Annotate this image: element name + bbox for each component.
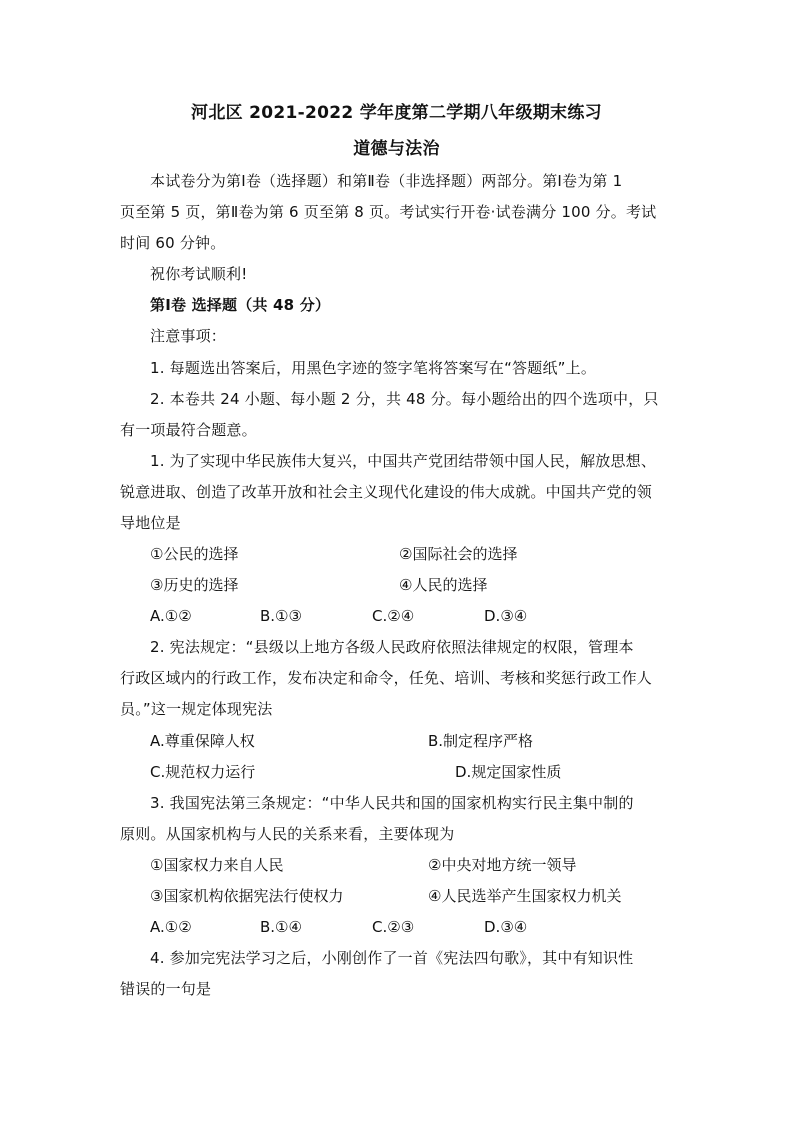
- q3-stem-line-2: 原则。从国家机构与人民的关系来看，主要体现为: [120, 825, 455, 843]
- q3-statement-4: ④人民选举产生国家权力机关: [428, 887, 622, 905]
- q3-choice-d: D.③④: [484, 918, 528, 936]
- q1-choice-a: A.①②: [150, 607, 192, 625]
- q2-choice-c: C.规范权力运行: [150, 763, 256, 781]
- q2-choice-a: A.尊重保障人权: [150, 732, 255, 750]
- intro-line-3: 时间 60 分钟。: [120, 234, 226, 252]
- q3-choice-a: A.①②: [150, 918, 192, 936]
- q1-stem-line-3: 导地位是: [120, 514, 181, 532]
- q2-choice-d: D.规定国家性质: [455, 763, 562, 781]
- q3-statement-3: ③国家机构依据宪法行使权力: [150, 887, 344, 905]
- intro-line-2: 页至第 5 页，第Ⅱ卷为第 6 页至第 8 页。考试实行开卷·试卷满分 100 分。考试: [120, 203, 657, 221]
- notes-label: 注意事项：: [150, 327, 227, 345]
- q3-stem-line-1: 3. 我国宪法第三条规定：“中华人民共和国的国家机构实行民主集中制的: [150, 794, 634, 812]
- note-2-line-1: 2. 本卷共 24 小题、每小题 2 分，共 48 分。每小题给出的四个选项中，只: [150, 390, 659, 408]
- q1-statement-4: ④人民的选择: [399, 576, 488, 594]
- q1-choice-c: C.②④: [372, 607, 415, 625]
- q2-stem-line-1: 2. 宪法规定：“县级以上地方各级人民政府依照法律规定的权限，管理本: [150, 638, 634, 656]
- subject-title: 道德与法治: [353, 139, 440, 159]
- q2-stem-line-2: 行政区域内的行政工作，发布决定和命令，任免、培训、考核和奖惩行政工作人: [120, 669, 653, 687]
- q2-stem-line-3: 员。”这一规定体现宪法: [120, 700, 273, 718]
- q1-statement-1: ①公民的选择: [150, 545, 239, 563]
- q1-statement-2: ②国际社会的选择: [399, 545, 518, 563]
- wish-text: 祝你考试顺利!: [150, 265, 248, 283]
- note-1: 1. 每题选出答案后，用黑色字迹的签字笔将答案写在“答题纸”上。: [150, 359, 597, 377]
- q1-statement-3: ③历史的选择: [150, 576, 239, 594]
- q4-stem-line-2: 错误的一句是: [120, 980, 212, 998]
- q3-statement-1: ①国家权力来自人民: [150, 856, 284, 874]
- q3-statement-2: ②中央对地方统一领导: [428, 856, 577, 874]
- q4-stem-line-1: 4. 参加完宪法学习之后，小刚创作了一首《宪法四句歌》，其中有知识性: [150, 949, 634, 967]
- q1-choice-d: D.③④: [484, 607, 528, 625]
- q3-choice-c: C.②③: [372, 918, 415, 936]
- q1-stem-line-2: 锐意进取、创造了改革开放和社会主义现代化建设的伟大成就。中国共产党的领: [120, 483, 653, 501]
- intro-line-1: 本试卷分为第Ⅰ卷（选择题）和第Ⅱ卷（非选择题）两部分。第Ⅰ卷为第 1: [150, 172, 623, 190]
- q3-choice-b: B.①④: [260, 918, 302, 936]
- q1-stem-line-1: 1. 为了实现中华民族伟大复兴，中国共产党团结带领中国人民，解放思想、: [150, 452, 657, 470]
- q2-choice-b: B.制定程序严格: [428, 732, 534, 750]
- q1-choice-b: B.①③: [260, 607, 302, 625]
- exam-title: 河北区 2021-2022 学年度第二学期八年级期末练习: [191, 103, 602, 123]
- note-2-line-2: 有一项最符合题意。: [120, 421, 257, 439]
- section-heading: 第Ⅰ卷 选择题（共 48 分）: [150, 296, 331, 314]
